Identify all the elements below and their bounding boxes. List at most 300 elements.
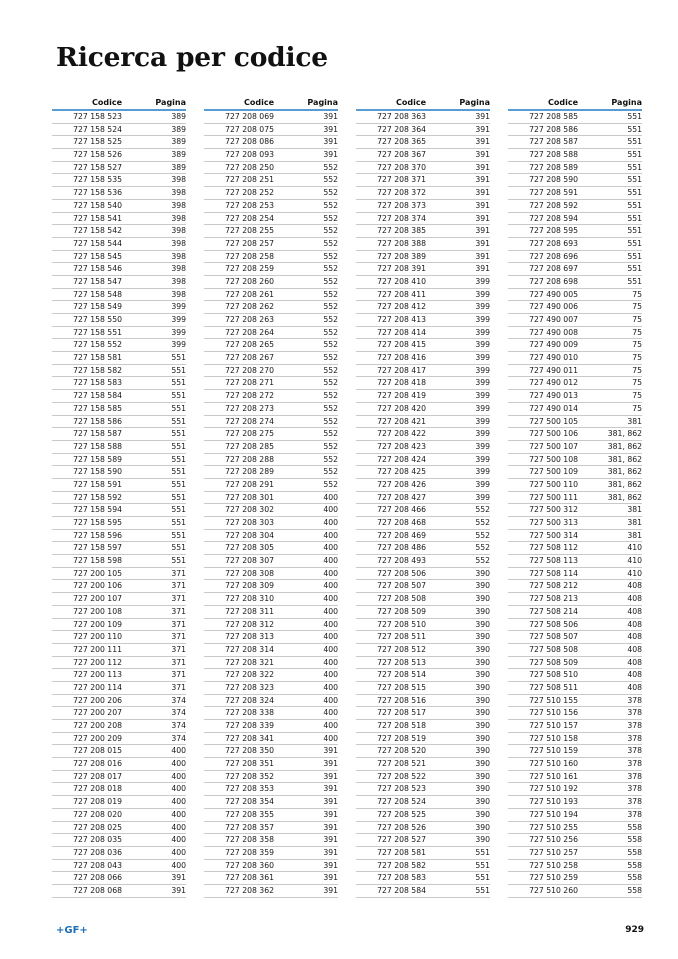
code-cell: 727 200 109 bbox=[73, 619, 122, 629]
table-row bbox=[204, 263, 338, 276]
code-cell: 727 208 525 bbox=[377, 809, 426, 819]
page-cell: 390 bbox=[475, 759, 490, 769]
page-cell: 75 bbox=[632, 315, 642, 324]
code-cell: 727 208 362 bbox=[225, 885, 274, 895]
code-cell: 727 158 536 bbox=[73, 188, 122, 198]
table-row bbox=[204, 187, 338, 200]
code-cell: 727 208 311 bbox=[225, 606, 274, 616]
table-row bbox=[356, 733, 490, 746]
code-cell: 727 208 391 bbox=[377, 264, 426, 274]
table-row bbox=[356, 593, 490, 606]
code-cell: 727 208 590 bbox=[529, 175, 578, 185]
page-cell: 400 bbox=[171, 784, 186, 794]
page-cell: 551 bbox=[627, 251, 642, 261]
page-cell: 390 bbox=[475, 721, 490, 730]
table-row bbox=[508, 327, 642, 340]
page-cell: 408 bbox=[627, 670, 642, 680]
page-cell: 391 bbox=[323, 885, 338, 895]
page-cell: 378 bbox=[627, 733, 642, 743]
page-cell: 551 bbox=[171, 467, 186, 477]
table-row bbox=[204, 314, 338, 327]
page-cell: 371 bbox=[171, 594, 186, 604]
page-cell: 400 bbox=[323, 518, 338, 527]
code-cell: 727 208 507 bbox=[377, 581, 426, 591]
page-cell: 391 bbox=[323, 771, 338, 781]
table-row bbox=[204, 504, 338, 517]
page-cell: 551 bbox=[475, 885, 490, 895]
table-row bbox=[508, 707, 642, 720]
code-cell: 727 508 509 bbox=[529, 657, 578, 667]
table-row bbox=[356, 682, 490, 695]
code-cell: 727 208 255 bbox=[225, 226, 274, 236]
code-cell: 727 158 584 bbox=[73, 391, 122, 401]
table-row bbox=[508, 111, 642, 124]
page-cell: 400 bbox=[323, 619, 338, 629]
page-cell: 400 bbox=[171, 746, 186, 756]
table-row bbox=[204, 707, 338, 720]
table-row bbox=[508, 162, 642, 175]
page-cell: 399 bbox=[475, 391, 490, 401]
table-row bbox=[356, 111, 490, 124]
code-cell: 727 208 259 bbox=[225, 264, 274, 274]
table-row bbox=[204, 872, 338, 885]
code-cell: 727 208 270 bbox=[225, 365, 274, 375]
code-cell: 727 208 426 bbox=[377, 479, 426, 489]
page-cell: 371 bbox=[171, 581, 186, 591]
table-row bbox=[52, 682, 186, 695]
page-cell: 400 bbox=[323, 695, 338, 705]
code-cell: 727 158 523 bbox=[73, 112, 122, 121]
code-cell: 727 208 015 bbox=[73, 746, 122, 756]
page-cell: 374 bbox=[171, 708, 186, 718]
code-cell: 727 208 350 bbox=[225, 746, 274, 756]
page-cell: 399 bbox=[475, 302, 490, 312]
table-row bbox=[204, 517, 338, 530]
page-cell: 552 bbox=[323, 200, 338, 210]
code-cell: 727 158 552 bbox=[73, 340, 122, 350]
code-cell: 727 208 388 bbox=[377, 238, 426, 248]
page-cell: 551 bbox=[627, 112, 642, 121]
code-cell: 727 200 209 bbox=[73, 733, 122, 743]
table-row bbox=[508, 872, 642, 885]
code-cell: 727 208 468 bbox=[377, 518, 426, 527]
table-row bbox=[508, 619, 642, 632]
table-row bbox=[508, 314, 642, 327]
table-row bbox=[508, 479, 642, 492]
table-row bbox=[52, 441, 186, 454]
column-header bbox=[508, 96, 642, 109]
code-cell: 727 208 592 bbox=[529, 200, 578, 210]
page-cell: 400 bbox=[323, 733, 338, 743]
page-cell: 551 bbox=[627, 226, 642, 236]
table-row bbox=[204, 136, 338, 149]
page-cell: 399 bbox=[475, 276, 490, 286]
code-cell: 727 490 014 bbox=[529, 403, 578, 413]
code-cell: 727 208 018 bbox=[73, 784, 122, 794]
page-cell: 400 bbox=[323, 543, 338, 553]
page-cell: 400 bbox=[323, 657, 338, 667]
table-row bbox=[52, 416, 186, 429]
table-row bbox=[204, 111, 338, 124]
code-cell: 727 208 338 bbox=[225, 708, 274, 718]
table-row bbox=[52, 631, 186, 644]
code-cell: 727 208 493 bbox=[377, 556, 426, 566]
code-cell: 727 208 261 bbox=[225, 289, 274, 299]
table-row bbox=[508, 771, 642, 784]
code-cell: 727 158 546 bbox=[73, 264, 122, 274]
table-row bbox=[508, 263, 642, 276]
table-row bbox=[204, 631, 338, 644]
code-cell: 727 500 111 bbox=[529, 492, 578, 502]
code-cell: 727 208 588 bbox=[529, 150, 578, 160]
table-row bbox=[52, 149, 186, 162]
table-row bbox=[508, 580, 642, 593]
page-cell: 391 bbox=[475, 213, 490, 223]
table-row bbox=[204, 162, 338, 175]
code-cell: 727 208 288 bbox=[225, 454, 274, 464]
code-list bbox=[356, 111, 490, 898]
page-cell: 389 bbox=[171, 124, 186, 134]
table-row bbox=[52, 276, 186, 289]
code-cell: 727 208 275 bbox=[225, 429, 274, 439]
page-cell: 552 bbox=[323, 365, 338, 375]
page-cell: 400 bbox=[323, 594, 338, 604]
code-cell: 727 208 512 bbox=[377, 644, 426, 654]
code-header: Codice bbox=[243, 98, 274, 107]
table-row bbox=[508, 187, 642, 200]
code-cell: 727 500 314 bbox=[529, 530, 578, 540]
table-row bbox=[52, 707, 186, 720]
table-row bbox=[52, 466, 186, 479]
code-cell: 727 208 421 bbox=[377, 416, 426, 426]
page-cell: 400 bbox=[323, 670, 338, 680]
code-cell: 727 510 159 bbox=[529, 746, 578, 756]
table-row bbox=[204, 783, 338, 796]
page-cell: 390 bbox=[475, 835, 490, 845]
code-cell: 727 500 109 bbox=[529, 467, 578, 477]
code-cell: 727 158 548 bbox=[73, 289, 122, 299]
table-row bbox=[508, 504, 642, 517]
code-cell: 727 208 367 bbox=[377, 150, 426, 160]
page-cell: 381 bbox=[627, 530, 642, 540]
page-cell: 551 bbox=[171, 556, 186, 566]
code-cell: 727 208 036 bbox=[73, 847, 122, 857]
code-cell: 727 208 521 bbox=[377, 759, 426, 769]
index-column-3 bbox=[356, 96, 490, 898]
code-cell: 727 208 359 bbox=[225, 847, 274, 857]
code-cell: 727 158 545 bbox=[73, 251, 122, 261]
code-cell: 727 208 414 bbox=[377, 327, 426, 337]
code-cell: 727 158 588 bbox=[73, 441, 122, 451]
page-cell: 408 bbox=[627, 606, 642, 616]
page-cell: 408 bbox=[627, 581, 642, 591]
code-cell: 727 208 587 bbox=[529, 137, 578, 147]
page-cell: 390 bbox=[475, 771, 490, 781]
code-cell: 727 208 522 bbox=[377, 771, 426, 781]
page-cell: 400 bbox=[171, 809, 186, 819]
code-cell: 727 208 258 bbox=[225, 251, 274, 261]
table-row bbox=[52, 263, 186, 276]
page-cell: 400 bbox=[171, 835, 186, 845]
table-row bbox=[52, 644, 186, 657]
page-cell: 408 bbox=[627, 644, 642, 654]
table-row bbox=[204, 822, 338, 835]
table-row bbox=[356, 390, 490, 403]
page-cell: 391 bbox=[323, 860, 338, 870]
page-cell: 371 bbox=[171, 619, 186, 629]
page-cell: 399 bbox=[475, 454, 490, 464]
page-cell: 391 bbox=[171, 885, 186, 895]
page-cell: 551 bbox=[171, 441, 186, 451]
table-row bbox=[356, 606, 490, 619]
table-row bbox=[356, 619, 490, 632]
page-cell: 399 bbox=[475, 429, 490, 439]
code-cell: 727 208 352 bbox=[225, 771, 274, 781]
page-cell: 378 bbox=[627, 809, 642, 819]
table-row bbox=[508, 631, 642, 644]
code-list bbox=[508, 111, 642, 898]
code-cell: 727 158 582 bbox=[73, 365, 122, 375]
code-cell: 727 508 510 bbox=[529, 670, 578, 680]
code-cell: 727 208 321 bbox=[225, 657, 274, 667]
code-cell: 727 208 285 bbox=[225, 441, 274, 451]
table-row bbox=[356, 149, 490, 162]
code-cell: 727 208 020 bbox=[73, 809, 122, 819]
page-cell: 552 bbox=[323, 238, 338, 248]
table-row bbox=[52, 238, 186, 251]
page-cell: 391 bbox=[475, 264, 490, 274]
page-cell: 391 bbox=[323, 112, 338, 121]
code-cell: 727 208 354 bbox=[225, 797, 274, 807]
code-cell: 727 208 363 bbox=[377, 112, 426, 121]
table-row bbox=[52, 771, 186, 784]
code-cell: 727 510 156 bbox=[529, 708, 578, 718]
code-cell: 727 208 508 bbox=[377, 594, 426, 604]
table-row bbox=[52, 377, 186, 390]
page-cell: 552 bbox=[323, 213, 338, 223]
code-cell: 727 490 006 bbox=[529, 302, 578, 312]
code-cell: 727 158 592 bbox=[73, 492, 122, 502]
code-cell: 727 158 596 bbox=[73, 530, 122, 540]
page-cell: 391 bbox=[323, 784, 338, 794]
page-cell: 551 bbox=[627, 238, 642, 248]
page-cell: 390 bbox=[475, 784, 490, 794]
table-row bbox=[204, 479, 338, 492]
page-cell: 399 bbox=[475, 365, 490, 375]
page-cell: 558 bbox=[627, 822, 642, 832]
code-cell: 727 158 590 bbox=[73, 467, 122, 477]
code-cell: 727 208 415 bbox=[377, 340, 426, 350]
table-row bbox=[356, 174, 490, 187]
page-cell: 390 bbox=[475, 797, 490, 807]
code-cell: 727 208 510 bbox=[377, 619, 426, 629]
page-cell: 551 bbox=[627, 276, 642, 286]
table-row bbox=[508, 669, 642, 682]
code-cell: 727 200 113 bbox=[73, 670, 122, 680]
page-cell: 551 bbox=[171, 530, 186, 540]
code-cell: 727 158 551 bbox=[73, 327, 122, 337]
page-cell: 75 bbox=[632, 403, 642, 413]
table-row bbox=[204, 225, 338, 238]
page-cell: 390 bbox=[475, 708, 490, 718]
code-cell: 727 200 207 bbox=[73, 708, 122, 718]
page-cell: 558 bbox=[627, 847, 642, 857]
table-row bbox=[204, 454, 338, 467]
table-row bbox=[204, 606, 338, 619]
page-cell: 399 bbox=[475, 327, 490, 337]
table-row bbox=[52, 872, 186, 885]
table-row bbox=[52, 492, 186, 505]
table-row bbox=[52, 695, 186, 708]
table-row bbox=[204, 669, 338, 682]
page-cell: 552 bbox=[475, 543, 490, 553]
page-cell: 552 bbox=[323, 441, 338, 451]
page-cell: 391 bbox=[475, 137, 490, 147]
code-cell: 727 208 696 bbox=[529, 251, 578, 261]
page-cell: 551 bbox=[171, 403, 186, 413]
page-cell: 399 bbox=[475, 340, 490, 350]
page-cell: 399 bbox=[171, 315, 186, 324]
page-cell: 400 bbox=[323, 581, 338, 591]
code-cell: 727 510 260 bbox=[529, 885, 578, 895]
code-cell: 727 508 213 bbox=[529, 594, 578, 604]
code-cell: 727 510 258 bbox=[529, 860, 578, 870]
table-row bbox=[508, 428, 642, 441]
code-cell: 727 208 519 bbox=[377, 733, 426, 743]
code-cell: 727 208 371 bbox=[377, 175, 426, 185]
table-row bbox=[508, 352, 642, 365]
page-cell: 398 bbox=[171, 289, 186, 299]
table-row bbox=[52, 657, 186, 670]
table-row bbox=[356, 403, 490, 416]
code-cell: 727 208 017 bbox=[73, 771, 122, 781]
table-row bbox=[356, 707, 490, 720]
code-cell: 727 158 541 bbox=[73, 213, 122, 223]
code-cell: 727 208 422 bbox=[377, 429, 426, 439]
code-cell: 727 158 527 bbox=[73, 162, 122, 172]
code-cell: 727 490 005 bbox=[529, 289, 578, 299]
page-cell: 552 bbox=[323, 264, 338, 274]
table-row bbox=[204, 416, 338, 429]
table-row bbox=[52, 733, 186, 746]
code-cell: 727 208 469 bbox=[377, 530, 426, 540]
code-cell: 727 208 323 bbox=[225, 682, 274, 692]
page-cell: 551 bbox=[627, 188, 642, 198]
page-cell: 389 bbox=[171, 137, 186, 147]
code-cell: 727 200 110 bbox=[73, 632, 122, 642]
code-cell: 727 208 523 bbox=[377, 784, 426, 794]
page-cell: 399 bbox=[475, 479, 490, 489]
table-row bbox=[508, 149, 642, 162]
page-cell: 552 bbox=[323, 454, 338, 464]
page-header: Pagina bbox=[459, 98, 490, 107]
page-cell: 551 bbox=[171, 518, 186, 527]
table-row bbox=[356, 162, 490, 175]
page-cell: 408 bbox=[627, 632, 642, 642]
code-cell: 727 158 526 bbox=[73, 150, 122, 160]
table-row bbox=[52, 758, 186, 771]
table-row bbox=[204, 657, 338, 670]
table-row bbox=[52, 530, 186, 543]
code-cell: 727 508 507 bbox=[529, 632, 578, 642]
code-cell: 727 208 068 bbox=[73, 885, 122, 895]
table-row bbox=[356, 200, 490, 213]
code-cell: 727 208 697 bbox=[529, 264, 578, 274]
page-cell: 399 bbox=[475, 467, 490, 477]
page-cell: 558 bbox=[627, 873, 642, 883]
code-cell: 727 508 214 bbox=[529, 606, 578, 616]
table-row bbox=[204, 251, 338, 264]
table-row bbox=[508, 517, 642, 530]
page-cell: 399 bbox=[475, 416, 490, 426]
table-row bbox=[204, 428, 338, 441]
page-cell: 75 bbox=[632, 353, 642, 363]
page-cell: 551 bbox=[171, 416, 186, 426]
page-cell: 551 bbox=[171, 353, 186, 363]
page-cell: 390 bbox=[475, 733, 490, 743]
table-row bbox=[508, 847, 642, 860]
table-row bbox=[204, 695, 338, 708]
table-row bbox=[356, 872, 490, 885]
table-row bbox=[52, 314, 186, 327]
table-row bbox=[52, 162, 186, 175]
table-row bbox=[508, 365, 642, 378]
table-row bbox=[356, 542, 490, 555]
page-cell: 390 bbox=[475, 682, 490, 692]
page-cell: 381, 862 bbox=[607, 429, 642, 439]
page-cell: 391 bbox=[475, 188, 490, 198]
code-cell: 727 510 157 bbox=[529, 721, 578, 730]
table-row bbox=[52, 124, 186, 137]
page-cell: 390 bbox=[475, 746, 490, 756]
code-cell: 727 208 698 bbox=[529, 276, 578, 286]
code-cell: 727 208 582 bbox=[377, 860, 426, 870]
table-row bbox=[52, 339, 186, 352]
page-cell: 398 bbox=[171, 226, 186, 236]
table-row bbox=[204, 733, 338, 746]
table-row bbox=[204, 593, 338, 606]
table-row bbox=[356, 530, 490, 543]
page-cell: 391 bbox=[323, 124, 338, 134]
code-cell: 727 158 524 bbox=[73, 124, 122, 134]
table-row bbox=[52, 885, 186, 898]
page-cell: 75 bbox=[632, 365, 642, 375]
code-cell: 727 490 012 bbox=[529, 378, 578, 388]
code-cell: 727 200 206 bbox=[73, 695, 122, 705]
table-row bbox=[204, 745, 338, 758]
table-row bbox=[356, 555, 490, 568]
page-cell: 378 bbox=[627, 771, 642, 781]
page-cell: 410 bbox=[627, 556, 642, 566]
page-cell: 399 bbox=[171, 340, 186, 350]
page-cell: 398 bbox=[171, 276, 186, 286]
code-cell: 727 208 351 bbox=[225, 759, 274, 769]
table-row bbox=[356, 339, 490, 352]
code-cell: 727 500 107 bbox=[529, 441, 578, 451]
page-cell: 371 bbox=[171, 670, 186, 680]
table-row bbox=[508, 568, 642, 581]
code-cell: 727 208 420 bbox=[377, 403, 426, 413]
table-row bbox=[356, 301, 490, 314]
code-cell: 727 208 308 bbox=[225, 568, 274, 578]
code-header: Codice bbox=[395, 98, 426, 107]
code-cell: 727 490 007 bbox=[529, 315, 578, 324]
table-row bbox=[356, 466, 490, 479]
code-cell: 727 158 525 bbox=[73, 137, 122, 147]
table-row bbox=[356, 720, 490, 733]
code-cell: 727 208 291 bbox=[225, 479, 274, 489]
code-cell: 727 208 341 bbox=[225, 733, 274, 743]
